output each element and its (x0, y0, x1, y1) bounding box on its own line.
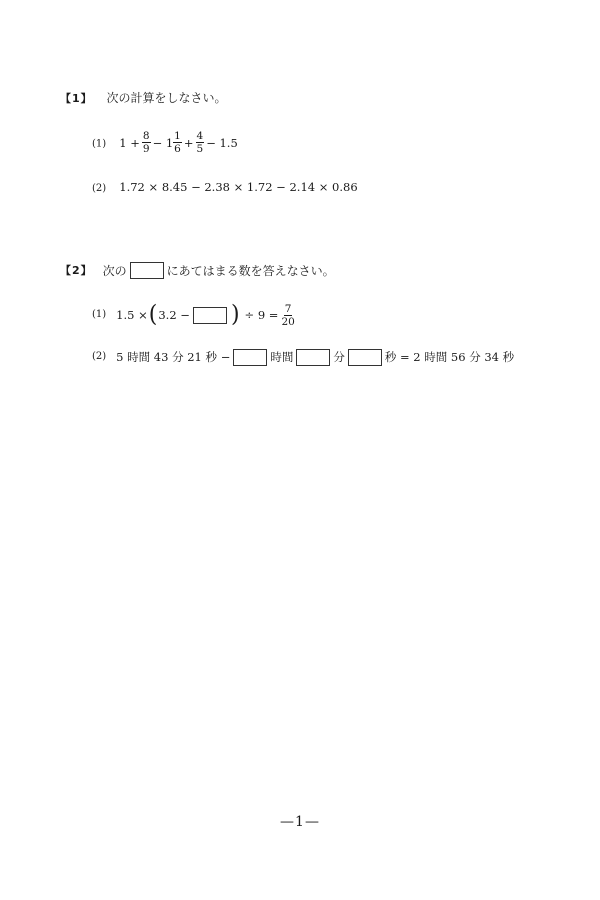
expression: 1.72 × 8.45 − 2.38 × 1.72 − 2.14 × 0.86 (119, 180, 358, 194)
mixed-number (153, 130, 184, 155)
section-2-number: 【2】 (60, 263, 93, 277)
expression (119, 130, 238, 155)
denominator: 9 (142, 143, 150, 155)
answer-box-minutes[interactable] (296, 349, 330, 366)
section-1-question-2 (92, 176, 358, 197)
numerator: 1 (174, 130, 181, 142)
term: − 1.5 (206, 135, 238, 150)
denominator: 20 (281, 315, 295, 328)
term: 秒 = 2 時間 56 分 34 秒 (384, 350, 515, 364)
numerator: 8 (142, 130, 150, 142)
section-2-question-1 (92, 300, 298, 330)
term: 分 (333, 350, 345, 364)
section-2-question-2 (92, 346, 514, 368)
numerator: 4 (196, 130, 204, 142)
right-paren: ) (230, 301, 240, 328)
term: ÷ 9 = (244, 308, 279, 322)
denominator: 6 (174, 143, 181, 155)
left-paren: ( (148, 301, 158, 328)
term: 5 時間 43 分 21 秒 − (116, 350, 231, 364)
fraction-7-20 (280, 303, 295, 328)
term: + (183, 135, 194, 150)
denominator: 5 (196, 143, 204, 155)
answer-box-hours[interactable] (233, 349, 267, 366)
expression (116, 349, 514, 366)
term: 3.2 − (158, 308, 190, 322)
answer-box[interactable] (193, 307, 227, 324)
term: 1 + (119, 135, 140, 150)
fraction-8-9 (142, 130, 151, 155)
expression (116, 303, 298, 328)
section-1-number: 【1】 (60, 92, 93, 105)
numerator: 7 (284, 302, 292, 315)
answer-box-sample (130, 262, 164, 279)
section-2-instruction-post: にあてはまる数を答えなさい。 (166, 263, 335, 278)
page-number: —1— (280, 814, 320, 830)
fraction-1-6 (173, 130, 182, 155)
answer-box-seconds[interactable] (348, 349, 382, 366)
section-1-instruction: 次の計算をしなさい。 (106, 91, 227, 105)
section-2-header (60, 262, 335, 279)
section-1-header (60, 90, 227, 107)
term: 時間 (270, 350, 294, 364)
term: 1.5 × (116, 308, 148, 322)
question-number: (1) (92, 309, 107, 320)
question-number: (2) (92, 183, 107, 194)
fraction-4-5 (196, 130, 205, 155)
question-number: (2) (92, 351, 107, 362)
section-1-question-1 (92, 130, 238, 155)
term: − 1 (152, 135, 174, 150)
section-2-instruction-pre: 次の (102, 263, 127, 278)
question-number: (1) (92, 138, 107, 150)
